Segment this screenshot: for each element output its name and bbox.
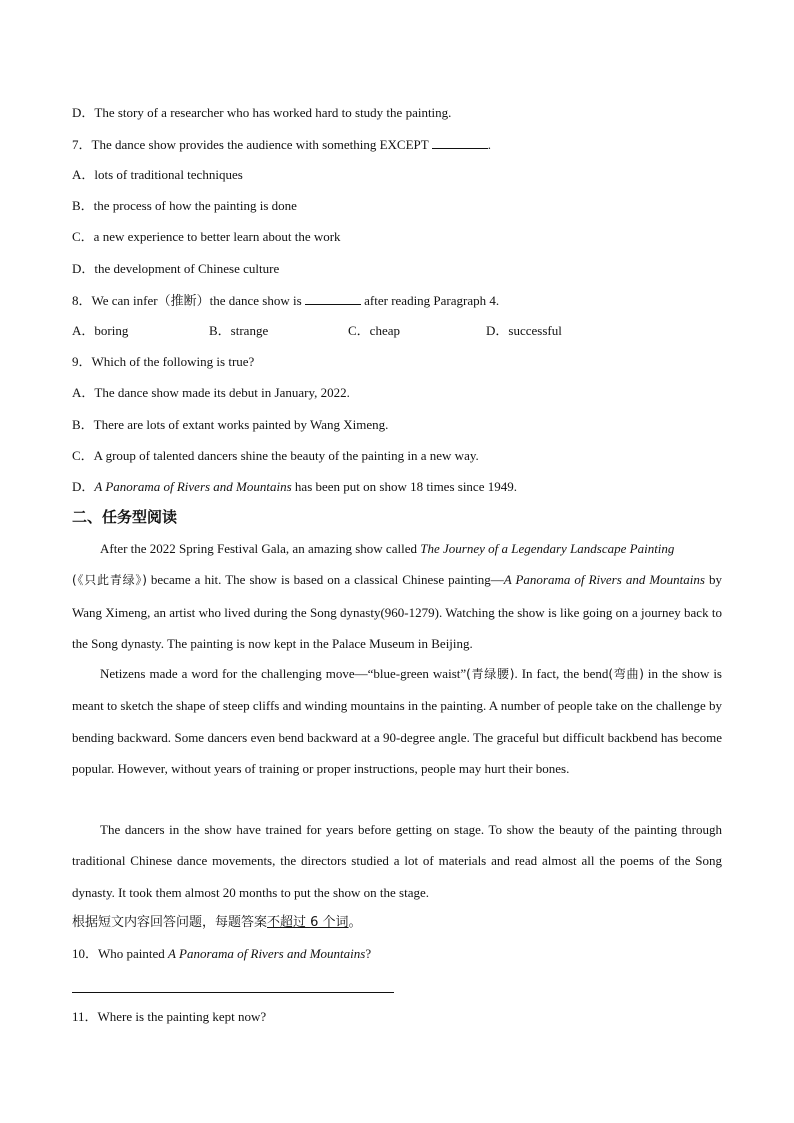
q8-option-c: C．cheap [348, 323, 400, 338]
p1-text-b: became a hit. The show is based on a classical Chinese painting— [146, 572, 504, 588]
q9-option-d-prefix: D． [72, 479, 95, 494]
p2-chinese-term: (青绿腰) [466, 667, 515, 681]
q10-painting-title: A Panorama of Rivers and Mountains [168, 946, 366, 961]
q8-option-b: B．strange [209, 323, 269, 338]
p1-chinese-title: (《只此青绿》) [72, 573, 147, 588]
q7-stem-text: 7．The dance show provides the audience with something EXCEPT [72, 137, 432, 152]
q7-stem-end: . [487, 137, 491, 152]
q9-stem: 9．Which of the following is true? [72, 354, 255, 369]
p2-text-c: in the show is meant to sketch the shape of steep cliffs and winding mountains in the painting. A number of people take on the challenge by bending backward. Some dancers even bend backward at a 90-degree angle. The graceful but difficult backbend has become popular. However, without years of training or proper instructions, people may hurt their bones. [72, 666, 722, 776]
passage-paragraph-1 [72, 533, 722, 659]
q10-text: 10．Who painted [72, 946, 169, 961]
q9-option-a: A．The dance show made its debut in January, 2022. [72, 385, 350, 400]
q8-option-a: A．boring [72, 323, 129, 338]
q8-stem [72, 292, 499, 309]
q11-stem: 11．Where is the painting kept now? [72, 1009, 267, 1024]
p1-painting-title: A Panorama of Rivers and Mountains [503, 572, 705, 588]
q6-option-d: D．The story of a researcher who has worked hard to study the painting. [72, 105, 452, 120]
q7-option-b: B．the process of how the painting is done [72, 198, 297, 213]
q9-option-c: C．A group of talented dancers shine the beauty of the painting in a new way. [72, 448, 479, 463]
passage-paragraph-2 [72, 658, 722, 784]
q10-stem [72, 946, 371, 962]
instruction-word-limit: 不超过 6 个词 [267, 915, 349, 930]
passage-paragraph-3: The dancers in the show have trained for years before getting on stage. To show the beauty of the painting through traditional Chinese dance movements, the directors studied a lot of materials and read almost all the poems of the Song dynasty. It took them almost 20 months to put the show on the stage. [72, 822, 722, 900]
q8-option-d: D．successful [486, 323, 562, 338]
document-page [72, 0, 724, 1123]
p2-text-a: Netizens made a word for the challenging move—“blue-green waist” [100, 666, 467, 681]
p1-show-title: The Journey of a Legendary Landscape Painting [420, 541, 675, 556]
q9-option-d-title: A Panorama of Rivers and Mountains [94, 479, 292, 494]
q7-option-d: D．the development of Chinese culture [72, 261, 280, 276]
instruction-text: 根据短文内容回答问题，每题答案 [72, 915, 268, 930]
q8-answer-blank[interactable] [305, 292, 361, 305]
task-instruction [72, 915, 362, 931]
q10-end: ? [365, 946, 372, 961]
q8-options [72, 323, 722, 339]
q9-option-d-rest: has been put on show 18 times since 1949. [291, 479, 517, 494]
instruction-end: 。 [348, 915, 362, 930]
q7-answer-blank[interactable] [432, 136, 488, 149]
p2-text-b: . In fact, the bend [514, 666, 609, 681]
q7-option-c: C．a new experience to better learn about the work [72, 229, 341, 244]
p2-chinese-bend: (弯曲) [608, 667, 644, 681]
p1-text-c: by Wang Ximeng, an artist who lived during the Song dynasty(960-1279). Watching the show is like going on a journey back to the Song dynasty. The painting is now kept in the Palace Museum in Beijing. [72, 572, 723, 651]
q8-stem-end: after reading Paragraph 4. [360, 293, 500, 308]
section-heading: 二、任务型阅读 [72, 508, 178, 526]
p1-text-a: After the 2022 Spring Festival Gala, an amazing show called [100, 541, 421, 556]
q9-option-d [72, 479, 517, 495]
q7-stem [72, 136, 491, 153]
q7-option-a: A．lots of traditional techniques [72, 167, 243, 182]
q10-answer-line[interactable] [72, 992, 394, 993]
q9-option-b: B．There are lots of extant works painted by Wang Ximeng. [72, 417, 389, 432]
q8-stem-text: 8．We can infer（推断）the dance show is [72, 293, 305, 308]
